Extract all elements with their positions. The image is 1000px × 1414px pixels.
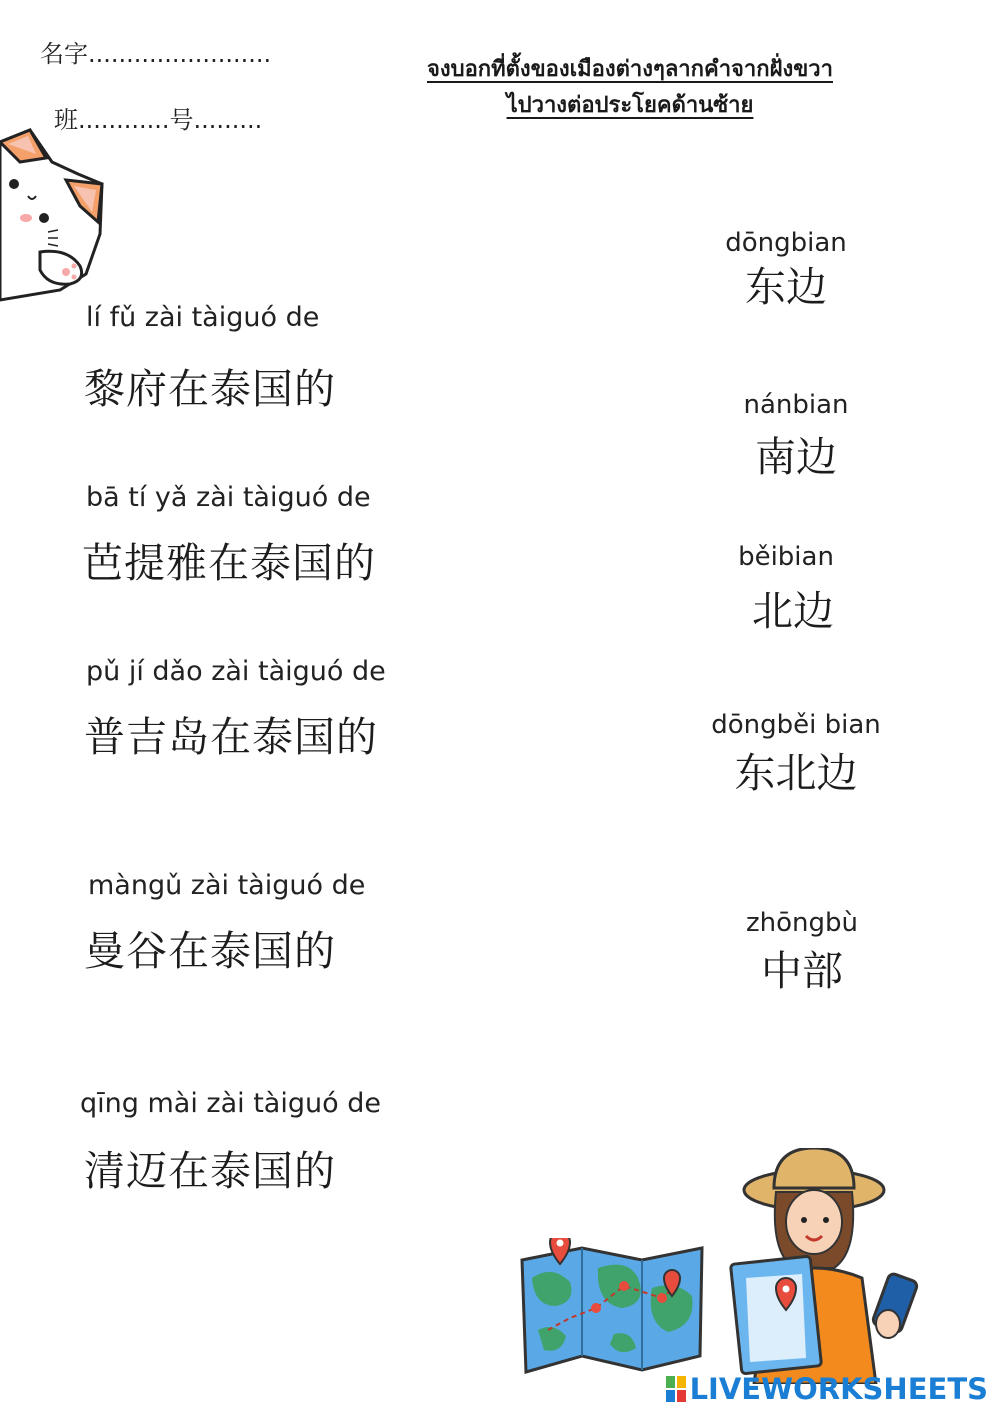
option-5[interactable] [716, 908, 888, 997]
option-2[interactable] [710, 390, 882, 483]
option-3-pinyin: běibian [738, 542, 834, 572]
sentence-5-hanzi: 清迈在泰国的 [84, 1147, 336, 1195]
sentence-4-hanzi: 曼谷在泰国的 [84, 927, 336, 975]
name-label: 名字 [40, 40, 88, 68]
instruction [360, 52, 900, 124]
sentence-4-pinyin: màngǔ zài tàiguó de [88, 870, 366, 901]
option-2-hanzi: 南边 [755, 433, 837, 481]
traveler-girl-illustration [722, 1148, 932, 1384]
instruction-line-1: จงบอกที่ตั้งของเมืองต่างๆลากคำจากฝั่งขวา [426, 57, 833, 82]
option-3[interactable] [700, 542, 872, 637]
name-dots: ........................ [88, 40, 272, 68]
option-1-hanzi: 东边 [745, 263, 827, 311]
folded-map-illustration [518, 1238, 708, 1384]
name-field [40, 34, 271, 69]
option-1[interactable] [700, 228, 872, 313]
class-dots: ............ [78, 106, 170, 134]
watermark-text: LIVEWORKSHEETS [689, 1372, 988, 1406]
sentence-3-hanzi: 普吉岛在泰国的 [84, 713, 378, 761]
option-4-pinyin: dōngběi bian [711, 710, 881, 740]
option-1-pinyin: dōngbian [725, 228, 847, 258]
number-dots: ......... [193, 106, 263, 134]
option-5-hanzi: 中部 [761, 947, 843, 995]
class-label: 班 [54, 106, 78, 134]
liveworksheets-logo-icon [666, 1375, 686, 1401]
option-3-hanzi: 北边 [752, 587, 834, 635]
watermark [666, 1372, 988, 1406]
sentence-1-hanzi: 黎府在泰国的 [84, 365, 336, 413]
sentence-1-pinyin: lí fǔ zài tàiguó de [86, 302, 320, 333]
option-4-hanzi: 东北边 [734, 749, 858, 797]
number-label: 号 [169, 106, 194, 134]
sentence-2-pinyin: bā tí yǎ zài tàiguó de [86, 482, 371, 513]
cat-illustration [0, 122, 115, 302]
sentence-3-pinyin: pǔ jí dǎo zài tàiguó de [86, 656, 386, 687]
option-5-pinyin: zhōngbù [746, 908, 858, 938]
option-2-pinyin: nánbian [743, 390, 849, 420]
instruction-line-2: ไปวางต่อประโยคด้านซ้าย [506, 93, 754, 118]
sentence-5-pinyin: qīng mài zài tàiguó de [80, 1088, 381, 1119]
sentence-2-hanzi: 芭提雅在泰国的 [82, 539, 376, 587]
option-4[interactable] [696, 710, 896, 799]
